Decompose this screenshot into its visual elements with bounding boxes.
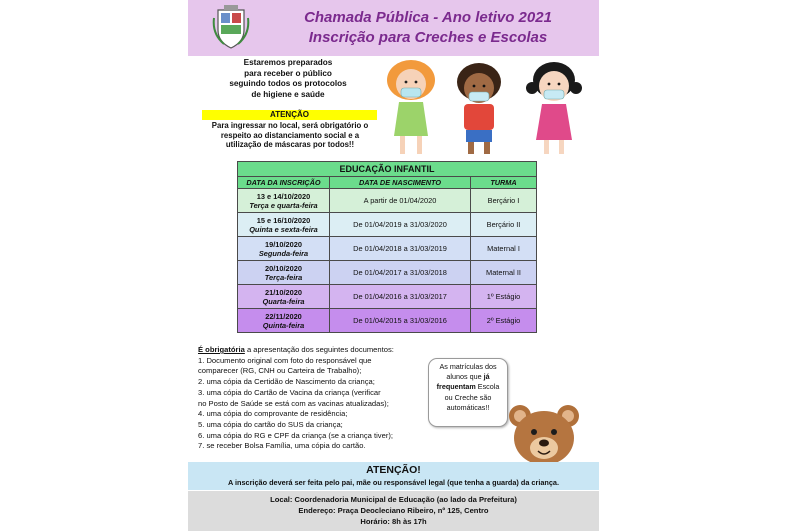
intro-text: Estaremos preparados para receber o público seguindo todos os protocolos de higiene e saúde	[229, 58, 347, 99]
bottom-attention-text: A inscrição deverá ser feita pelo pai, mãe ou responsável legal (que tenha a guarda) da criança.	[227, 478, 560, 487]
attention-text: Para ingressar no local, será obrigatório o respeito ao distanciamento social e a utilização de máscaras por todos!!	[211, 121, 369, 150]
table-row	[238, 189, 537, 213]
birth-date-cell: De 01/04/2018 a 31/03/2019	[330, 237, 471, 261]
birth-date-cell: De 01/04/2016 a 31/03/2017	[330, 285, 471, 309]
class-cell: Berçário II	[471, 213, 537, 237]
footer-address: Endereço: Praça Deocleciano Ribeiro, nº 125, Centro	[298, 506, 489, 515]
birth-date-cell: De 01/04/2015 a 31/03/2016	[330, 309, 471, 333]
child-girl-orange-hair	[387, 60, 435, 154]
child-girl-pigtails	[526, 62, 582, 154]
child-boy	[457, 63, 501, 154]
registration-date-cell: 15 e 16/10/2020 Quinta e sexta-feira	[238, 213, 330, 237]
document-line: no Posto de Saúde se está com as vacinas atualizadas);	[198, 398, 389, 408]
page-title: Chamada Pública - Ano letivo 2021	[304, 9, 552, 26]
registration-date-cell: 22/11/2020 Quinta-feira	[238, 309, 330, 333]
birth-date-cell: A partir de 01/04/2020	[330, 189, 471, 213]
header-banner	[188, 0, 599, 56]
documents-lead: É obrigatória a apresentação dos seguintes documentos:	[198, 345, 394, 354]
class-cell: 2º Estágio	[471, 309, 537, 333]
bottom-attention-box	[188, 462, 599, 490]
footer-location: Local: Coordenadoria Municipal de Educação (ao lado da Prefeitura)	[270, 495, 517, 504]
table-row	[238, 309, 537, 333]
footer-hours: Horário: 8h às 17h	[360, 517, 427, 526]
table-row	[238, 261, 537, 285]
document-line: 3. uma cópia do Cartão de Vacina da criança (verificar	[198, 387, 381, 397]
registration-date-cell: 19/10/2020 Segunda-feira	[238, 237, 330, 261]
birth-date-cell: De 01/04/2017 a 31/03/2018	[330, 261, 471, 285]
class-cell: Maternal II	[471, 261, 537, 285]
birth-date-cell: De 01/04/2019 a 31/03/2020	[330, 213, 471, 237]
class-cell: Berçário I	[471, 189, 537, 213]
document-line: 1. Documento original com foto do responsável que	[198, 355, 372, 365]
masked-children-illustration	[384, 58, 596, 164]
poster	[188, 0, 599, 531]
page-subtitle: Inscrição para Creches e Escolas	[308, 29, 548, 46]
footer-info	[188, 491, 599, 531]
table-row	[238, 285, 537, 309]
registration-date-cell: 20/10/2020 Terça-feira	[238, 261, 330, 285]
speech-bubble: As matrículas dos alunos que já frequentam Escola ou Creche são automáticas!!	[428, 358, 508, 427]
column-header-birth-date: DATA DE NASCIMENTO	[330, 177, 471, 189]
document-line: 4. uma cópia do comprovante de residência;	[198, 409, 348, 419]
class-cell: 1º Estágio	[471, 285, 537, 309]
column-header-class: TURMA	[471, 177, 537, 189]
document-line: 5. uma cópia do cartão do SUS da criança;	[198, 419, 343, 429]
municipal-crest-icon	[212, 4, 250, 50]
teddy-bear-icon	[502, 402, 588, 470]
document-line: 2. uma cópia da Certidão de Nascimento da criança;	[198, 377, 375, 387]
registration-date-cell: 13 e 14/10/2020 Terça e quarta-feira	[238, 189, 330, 213]
class-cell: Maternal I	[471, 237, 537, 261]
registration-date-cell: 21/10/2020 Quarta-feira	[238, 285, 330, 309]
document-line: comparecer (RG, CNH ou Carteira de Trabalho);	[198, 366, 362, 376]
enrollment-table	[237, 161, 537, 333]
required-documents	[198, 345, 438, 452]
document-line: 7. se receber Bolsa Família, uma cópia do cartão.	[198, 441, 366, 451]
bottom-attention-title: ATENÇÃO!	[366, 464, 421, 476]
document-line: 6. uma cópia do RG e CPF da criança (se a criança tiver);	[198, 430, 393, 440]
column-header-registration-date: DATA DA INSCRIÇÃO	[238, 177, 330, 189]
attention-label: ATENÇÃO	[202, 110, 377, 120]
table-caption: EDUCAÇÃO INFANTIL	[238, 162, 537, 177]
table-row	[238, 237, 537, 261]
table-row	[238, 213, 537, 237]
